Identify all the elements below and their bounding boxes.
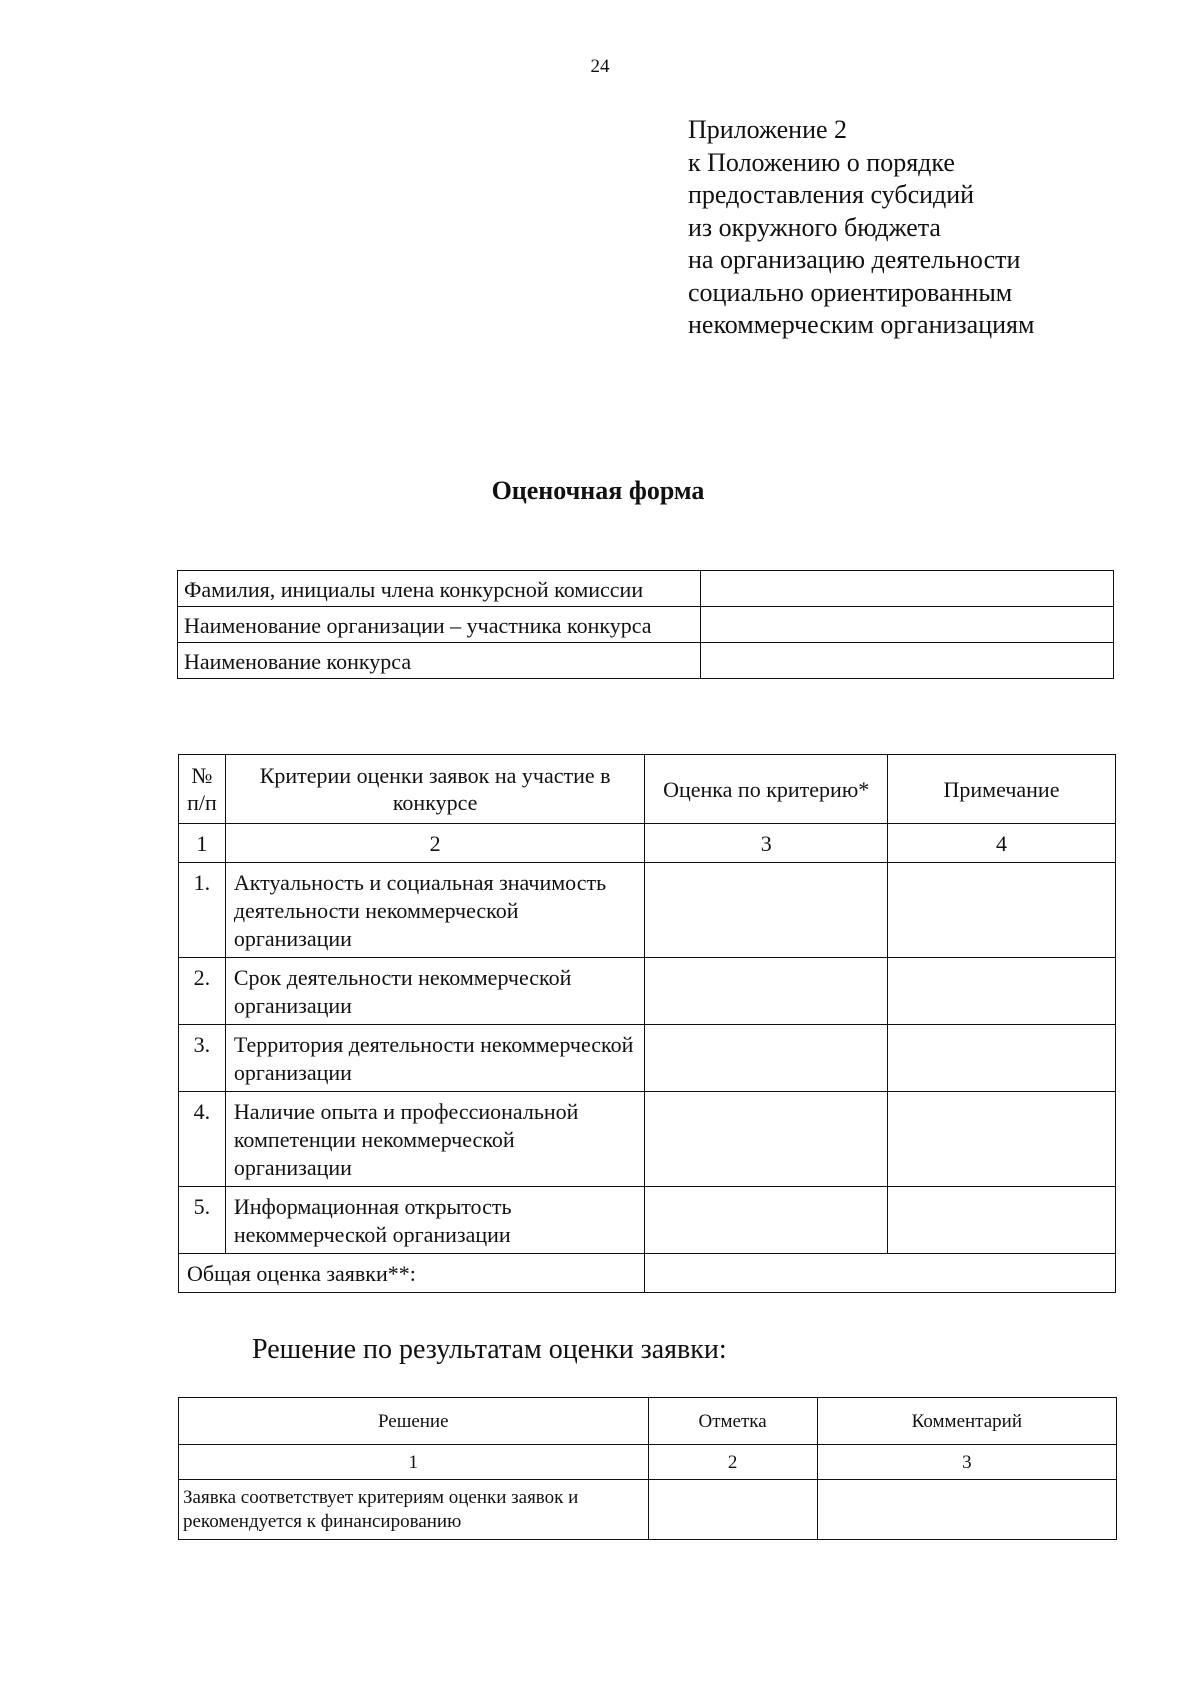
row-number: 5.	[179, 1187, 226, 1254]
info-table	[177, 570, 1114, 679]
row-number: 3.	[179, 1025, 226, 1092]
total-label: Общая оценка заявки**:	[179, 1254, 645, 1293]
note-field[interactable]	[887, 1025, 1115, 1092]
appendix-line: некоммерческим организациям	[688, 310, 1035, 339]
score-field[interactable]	[645, 1092, 888, 1187]
column-header-note: Примечание	[887, 755, 1115, 824]
note-field[interactable]	[887, 1187, 1115, 1254]
info-label: Наименование организации – участника конкурса	[178, 607, 701, 643]
table-header-row	[179, 1398, 1117, 1445]
note-field[interactable]	[887, 863, 1115, 958]
table-total-row	[179, 1254, 1116, 1293]
column-header-mark: Отметка	[648, 1398, 817, 1445]
column-header-number: № п/п	[179, 755, 226, 824]
score-field[interactable]	[645, 1025, 888, 1092]
table-header-row	[179, 755, 1116, 824]
decision-table	[178, 1397, 1117, 1540]
table-row	[179, 1092, 1116, 1187]
criterion-text: Срок деятельности некоммерческой организации	[225, 958, 645, 1025]
info-value-field[interactable]	[701, 643, 1114, 679]
note-field[interactable]	[887, 1092, 1115, 1187]
mark-field[interactable]	[648, 1480, 817, 1540]
score-field[interactable]	[645, 958, 888, 1025]
table-row	[179, 863, 1116, 958]
appendix-line: социально ориентированным	[688, 277, 1013, 307]
info-value-field[interactable]	[701, 571, 1114, 607]
criterion-text: Актуальность и социальная значимость деятельности некоммерческой организации	[225, 863, 645, 958]
column-number: 1	[179, 824, 226, 863]
appendix-line: на организацию деятельности	[688, 245, 1021, 274]
column-numbers-row	[179, 1445, 1117, 1480]
score-field[interactable]	[645, 1187, 888, 1254]
table-row	[178, 571, 1114, 607]
appendix-line: предоставления субсидий	[688, 180, 975, 209]
row-number: 2.	[179, 958, 226, 1025]
column-header-decision: Решение	[179, 1398, 649, 1445]
note-field[interactable]	[887, 958, 1115, 1025]
appendix-line: к Положению о порядке	[688, 147, 955, 177]
column-number: 3	[645, 824, 888, 863]
info-label: Фамилия, инициалы члена конкурсной комиссии	[178, 571, 701, 607]
table-row	[179, 1480, 1117, 1540]
decision-title: Решение по результатам оценки заявки:	[252, 1334, 727, 1365]
appendix-line: из окружного бюджета	[688, 212, 941, 242]
table-row	[178, 607, 1114, 643]
form-title: Оценочная форма	[491, 476, 705, 505]
table-row	[179, 1025, 1116, 1092]
table-row	[178, 643, 1114, 679]
table-row	[179, 1187, 1116, 1254]
column-number: 1	[179, 1445, 649, 1480]
column-number: 4	[887, 824, 1115, 863]
score-field[interactable]	[645, 863, 888, 958]
total-score-field[interactable]	[645, 1254, 1116, 1293]
column-header-score: Оценка по критерию*	[645, 755, 888, 824]
column-number: 3	[817, 1445, 1116, 1480]
appendix-block	[688, 114, 1034, 342]
decision-text: Заявка соответствует критериям оценки заявок и рекомендуется к финансированию	[179, 1480, 649, 1540]
criterion-text: Территория деятельности некоммерческой организации	[225, 1025, 645, 1092]
row-number: 4.	[179, 1092, 226, 1187]
column-number: 2	[648, 1445, 817, 1480]
info-value-field[interactable]	[701, 607, 1114, 643]
row-number: 1.	[179, 863, 226, 958]
column-header-criteria: Критерии оценки заявок на участие в конкурсе	[225, 755, 645, 824]
comment-field[interactable]	[817, 1480, 1116, 1540]
column-header-comment: Комментарий	[817, 1398, 1116, 1445]
page-number: 24	[590, 56, 610, 77]
criteria-table	[178, 754, 1116, 1293]
column-number: 2	[225, 824, 645, 863]
info-label: Наименование конкурса	[178, 643, 701, 679]
table-row	[179, 958, 1116, 1025]
column-numbers-row	[179, 824, 1116, 863]
criterion-text: Наличие опыта и профессиональной компетенции некоммерческой организации	[225, 1092, 645, 1187]
criterion-text: Информационная открытость некоммерческой организации	[225, 1187, 645, 1254]
appendix-line: Приложение 2	[688, 115, 848, 144]
